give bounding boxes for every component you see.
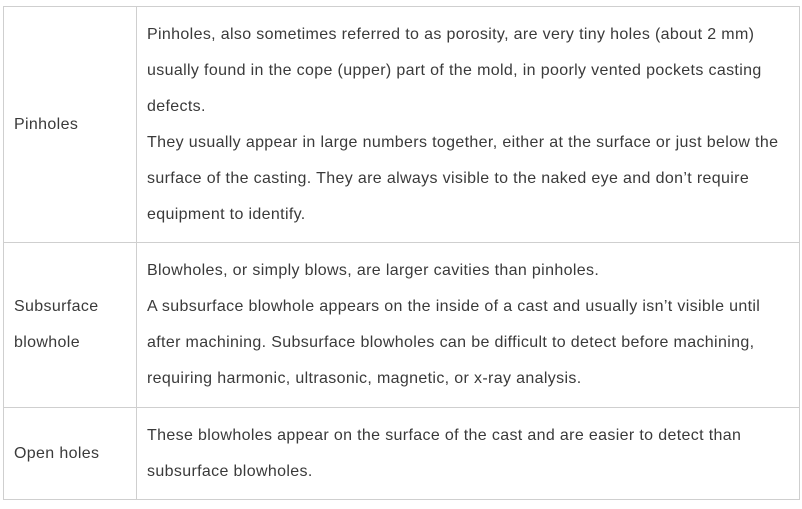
table-row — [4, 243, 800, 408]
term-cell: Subsurface blowhole — [4, 243, 137, 408]
table-row — [4, 7, 800, 243]
table-row — [4, 408, 800, 500]
description-cell — [137, 408, 800, 500]
description-cell — [137, 7, 800, 243]
term-cell: Open holes — [4, 408, 137, 500]
description-paragraph: These blowholes appear on the surface of the cast and are easier to detect than subsurface blowholes. — [147, 426, 742, 480]
description-paragraph: Blowholes, or simply blows, are larger cavities than pinholes. — [147, 262, 600, 279]
description-paragraph: A subsurface blowhole appears on the inside of a cast and usually isn’t visible until after machining. Subsurface blowholes can be difficult to detect before machining, requiring harmonic, ultrasonic, magnetic, or x-ray analysis. — [147, 298, 761, 387]
defects-table — [3, 6, 800, 500]
term-cell: Pinholes — [4, 7, 137, 243]
description-paragraph: Pinholes, also sometimes referred to as porosity, are very tiny holes (about 2 mm) usually found in the cope (upper) part of the mold, in poorly vented pockets casting defects. — [147, 25, 762, 115]
description-paragraph: They usually appear in large numbers together, either at the surface or just below the surface of the casting. They are always visible to the naked eye and don’t require equipment to identify. — [147, 133, 779, 223]
description-cell — [137, 243, 800, 408]
